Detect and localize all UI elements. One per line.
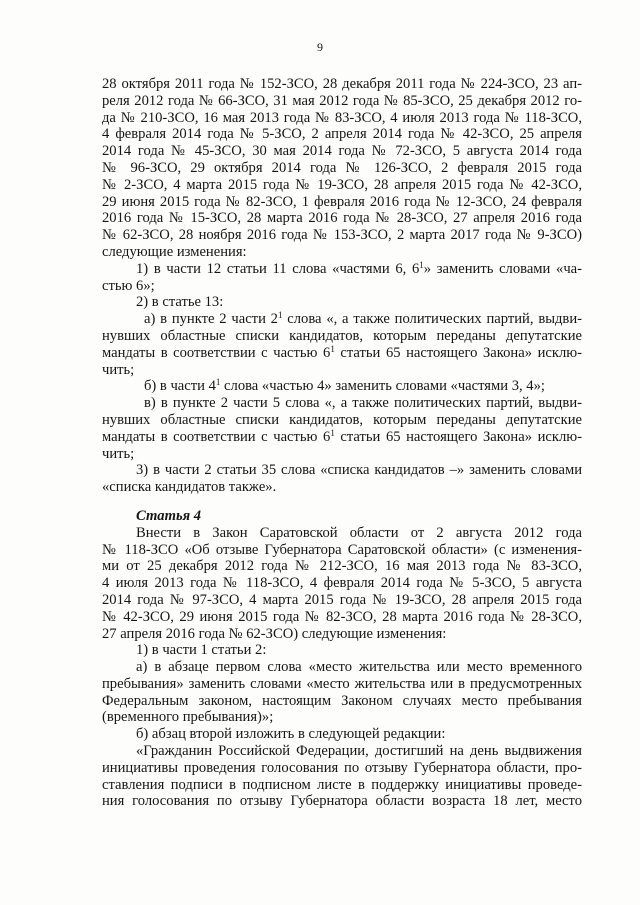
subitem-v: в) в пункте 2 части 5 слова «, а также политических партий, выдви- (144, 395, 582, 412)
text-line: чить; (102, 445, 135, 462)
superscript: 1 (419, 259, 424, 270)
text-line: 29 июня 2015 года № 82-ЗСО, 1 февраля 2016 года № 12-ЗСО, 24 февраля (102, 193, 582, 210)
text-span: статьи 65 настоящего Закона» исклю- (334, 344, 582, 361)
text-span: 1) в части 12 статьи 11 слова «частями 6, 6 (136, 260, 420, 277)
text-span: а) в пункте 2 части 2 (144, 311, 278, 328)
subitem-b (102, 378, 582, 395)
text-line: 2016 года № 15-ЗСО, 28 марта 2016 года № 28-ЗСО, 27 апреля 2016 года (102, 210, 582, 227)
page-number: 9 (317, 40, 323, 54)
text-line (102, 429, 582, 446)
superscript: 1 (215, 377, 221, 388)
text-line: № 2-ЗСО, 4 марта 2015 года № 19-ЗСО, 28 апреля 2015 года № 42-ЗСО, (102, 176, 582, 193)
text-line: нувших областные списки кандидатов, которым переданы депутатские (102, 411, 582, 428)
text-line: 27 апреля 2016 года № 62-ЗСО) следующие изменения: (102, 625, 447, 642)
text-line: 4 июля 2013 года № 118-ЗСО, 4 февраля 2014 года № 5-ЗСО, 5 августа (102, 575, 582, 592)
superscript: 1 (277, 310, 283, 321)
text-span: слова «, а также политических партий, выдви- (282, 311, 582, 328)
superscript: 1 (330, 427, 335, 438)
text-line: да № 210-ЗСО, 16 мая 2013 года № 83-ЗСО, 4 июля 2013 года № 118-ЗСО, (102, 109, 582, 126)
article-text: Внести в Закон Саратовской области от 2 августа 2012 года (136, 524, 582, 541)
text-span: б) в части 4 (144, 378, 216, 395)
text-line: ставления подписи в подписном листе в поддержку инициативы проведе- (102, 776, 582, 793)
text-line: 4 февраля 2014 года № 5-ЗСО, 2 апреля 2014 года № 42-ЗСО, 25 апреля (102, 126, 582, 143)
text-line: № 118-ЗСО «Об отзыве Губернатора Саратовской области» (с изменения- (102, 541, 582, 558)
text-line: следующие изменения: (102, 243, 247, 260)
text-line: чить; (102, 361, 135, 378)
amendment-item-1 (102, 261, 582, 278)
text-line: стью 6»; (102, 277, 155, 294)
text-line: 2014 года № 97-ЗСО, 4 марта 2015 года № 19-ЗСО, 28 апреля 2015 года (102, 591, 582, 608)
text-line: инициативы проведения голосования по отзыву Губернатора области, про- (102, 759, 582, 776)
amendment-item-2: 2) в статье 13: (136, 294, 224, 311)
document-body (102, 76, 582, 810)
text-line: № 62-ЗСО, 28 ноября 2016 года № 153-ЗСО, 2 марта 2017 года № 9-ЗСО) (102, 227, 582, 244)
text-span: статьи 65 настоящего Закона» исклю- (334, 428, 582, 445)
text-line: реля 2012 года № 66-ЗСО, 31 мая 2012 года № 85-ЗСО, 25 декабря 2012 го- (102, 92, 582, 109)
text-line (102, 345, 582, 362)
text-line: пребывания» заменить словами «место жительства или в предусмотренных (102, 675, 582, 692)
text-span: мандаты в соответствии с частью 6 (102, 428, 331, 445)
text-line: Федеральным законом, настоящим Законом случаях место пребывания (102, 692, 582, 709)
text-line: № 42-ЗСО, 29 июня 2015 года № 82-ЗСО, 28 марта 2016 года № 28-ЗСО, (102, 608, 582, 625)
article-subitem-a: а) в абзаце первом слова «место жительства или место временного (136, 659, 582, 676)
article-heading: Статья 4 (136, 507, 202, 524)
text-line: «списка кандидатов также». (102, 479, 277, 496)
text-line: ния голосования по отзыву Губернатора области возраста 18 лет, место (102, 793, 582, 810)
text-line: нувших областные списки кандидатов, которым переданы депутатские (102, 327, 582, 344)
text-span: мандаты в соответствии с частью 6 (102, 344, 331, 361)
article-item-1: 1) в части 1 статьи 2: (136, 642, 267, 659)
superscript: 1 (330, 343, 335, 354)
amendment-item-3: 3) в части 2 статьи 35 слова «списка кандидатов –» заменить словами (136, 462, 582, 479)
quoted-text: «Гражданин Российской Федерации, достигший на день выдвижения (136, 743, 582, 760)
article-subitem-b: б) абзац второй изложить в следующей редакции: (136, 726, 446, 743)
text-span: слова «частью 4» заменить словами «частями 3, 4»; (220, 378, 545, 395)
text-line: ми от 25 декабря 2012 года № 212-ЗСО, 16 мая 2013 года № 83-ЗСО, (102, 558, 582, 575)
text-line: № 96-ЗСО, 29 октября 2014 года № 126-ЗСО, 2 февраля 2015 года (102, 159, 582, 176)
text-line: (временного пребывания)»; (102, 709, 274, 726)
spacer (102, 496, 582, 508)
text-line: 2014 года № 45-ЗСО, 30 мая 2014 года № 72-ЗСО, 5 августа 2014 года (102, 143, 582, 160)
text-span: » заменить словами «ча- (423, 260, 582, 277)
text-line: 28 октября 2011 года № 152-ЗСО, 28 декабря 2011 года № 224-ЗСО, 23 ап- (102, 76, 582, 92)
subitem-a (102, 311, 582, 328)
